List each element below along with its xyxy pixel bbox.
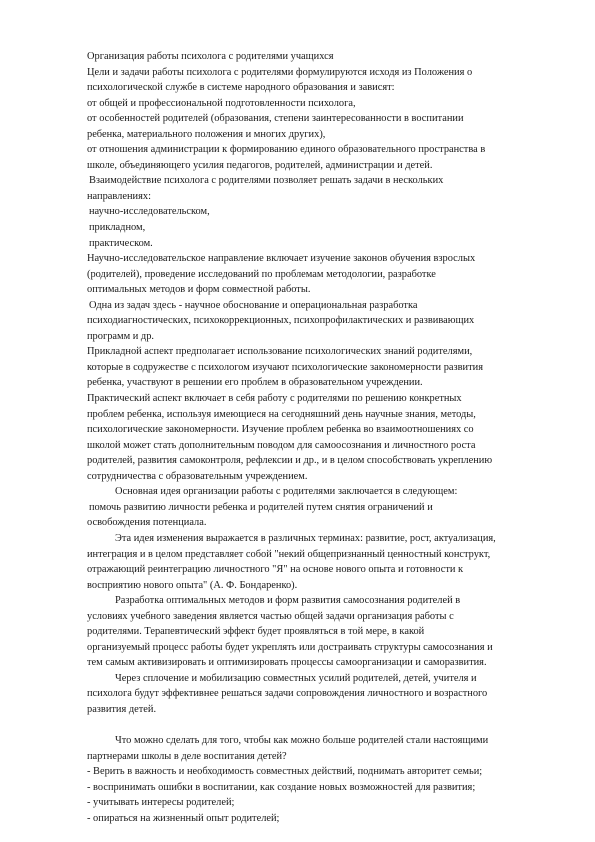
paragraph-line: которые в содружестве с психологом изучают психологические закономерности развития xyxy=(87,361,483,373)
paragraph-line: Эта идея изменения выражается в различных терминах: развитие, рост, актуализация, xyxy=(115,532,496,544)
paragraph-line: направлениях: xyxy=(87,190,151,202)
paragraph-line: психологической службе в системе народного образования и зависят: xyxy=(87,82,395,94)
paragraph-line: психодиагностических, психокоррекционных, психопрофилактических и развивающих xyxy=(87,315,475,327)
paragraph-line: ребенка, материального положения и многих других), xyxy=(87,128,326,140)
paragraph-line: Прикладной аспект предполагает использование психологических знаний родителями, xyxy=(87,346,473,358)
paragraph-line: Что можно сделать для того, чтобы как можно больше родителей стали настоящими xyxy=(115,735,489,747)
paragraph-line: (родителей), проведение исследований по проблемам методологии, разработке xyxy=(87,268,436,280)
paragraph-line: условиях учебного заведения является частью общей задачи организация работы с xyxy=(87,610,454,622)
list-item: - воспринимать ошибки в воспитании, как создание новых возможностей для развития; xyxy=(87,781,476,793)
paragraph-line: родителей, развития самоконтроля, рефлексии и др., и в целом способствовать укреплению xyxy=(87,455,493,467)
list-item: - Верить в важность и необходимость совместных действий, поднимать авторитет семьи; xyxy=(87,766,483,778)
paragraph-line: организуемый процесс работы будет укреплять или достраивать структуры самосознания и xyxy=(87,641,493,653)
paragraph-line: от отношения администрации к формированию единого образовательного пространства в xyxy=(87,144,486,156)
paragraph-line: психологические закономерности. Изучение проблем ребенка во взаимоотношениях со xyxy=(87,424,474,436)
paragraph-line: Основная идея организации работы с родителями заключается в следующем: xyxy=(115,486,458,498)
paragraph-line: проблем ребенка, используя имеющиеся на сегодняшний день научные знания, методы, xyxy=(87,408,476,420)
paragraph-line: Разработка оптимальных методов и форм развития самосознания родителей в xyxy=(115,595,461,607)
paragraph-line: Взаимодействие психолога с родителями позволяет решать задачи в нескольких xyxy=(89,175,444,187)
paragraph-line: освобождения потенциала. xyxy=(87,517,207,529)
paragraph-line: психолога будут эффективнее решаться задачи сопровождения личностного и возрастного xyxy=(87,688,488,700)
paragraph-line: партнерами школы в деле воспитания детей? xyxy=(87,750,287,762)
paragraph-line: Одна из задач здесь - научное обоснование и операциональная разработка xyxy=(89,299,418,311)
document-page xyxy=(87,49,557,826)
paragraph-line: оптимальных методов и форм совместной работы. xyxy=(87,284,311,296)
paragraph-line: родителями. Терапевтический эффект будет проявляться в той мере, в какой xyxy=(87,626,425,638)
paragraph-line: Научно-исследовательское направление включает изучение законов обучения взрослых xyxy=(87,253,476,265)
paragraph-line: школе, объединяющего усилия педагогов, родителей, администрации и детей. xyxy=(87,159,433,171)
paragraph-line: тем самым активизировать и оптимизировать процессы самоорганизации и саморазвития. xyxy=(87,657,487,669)
paragraph-line: сотрудничества с образовательным учреждением. xyxy=(87,470,308,482)
paragraph-line: развития детей. xyxy=(87,703,157,715)
paragraph-line: Цели и задачи работы психолога с родителями формулируются исходя из Положения о xyxy=(87,66,473,78)
list-item: научно-исследовательском, xyxy=(89,206,210,218)
paragraph-line: интеграция и в целом представляет собой "некий общепризнанный ценностный конструкт, xyxy=(87,548,491,560)
list-item: - опираться на жизненный опыт родителей; xyxy=(87,812,280,824)
paragraph-line: школой может стать дополнительным поводом для самоосознания и личностного роста xyxy=(87,439,476,451)
list-item: прикладном, xyxy=(89,222,146,234)
paragraph-line: от особенностей родителей (образования, степени заинтересованности в воспитании xyxy=(87,113,464,125)
list-item: практическом. xyxy=(89,237,153,249)
list-item: - учитывать интересы родителей; xyxy=(87,797,235,809)
paragraph-line: отражающий реинтеграцию личностного "Я" на основе нового опыта и готовности к xyxy=(87,564,464,576)
paragraph-line: ребенка, участвуют в решении его проблем в образовательном учреждении. xyxy=(87,377,423,389)
paragraph-line: Практический аспект включает в себя работу с родителями по решению конкретных xyxy=(87,393,462,405)
paragraph-line: Через сплочение и мобилизацию совместных усилий родителей, детей, учителя и xyxy=(115,672,477,684)
paragraph-line: программ и др. xyxy=(87,330,155,342)
document-title: Организация работы психолога с родителями учащихся xyxy=(87,51,334,62)
paragraph-line: от общей и профессиональной подготовленности психолога, xyxy=(87,97,356,109)
blank-line xyxy=(87,718,557,734)
paragraph-line: восприятию нового опыта" (А. Ф. Бондаренко). xyxy=(87,579,298,591)
paragraph-line: помочь развитию личности ребенка и родителей путем снятия ограничений и xyxy=(89,501,433,513)
